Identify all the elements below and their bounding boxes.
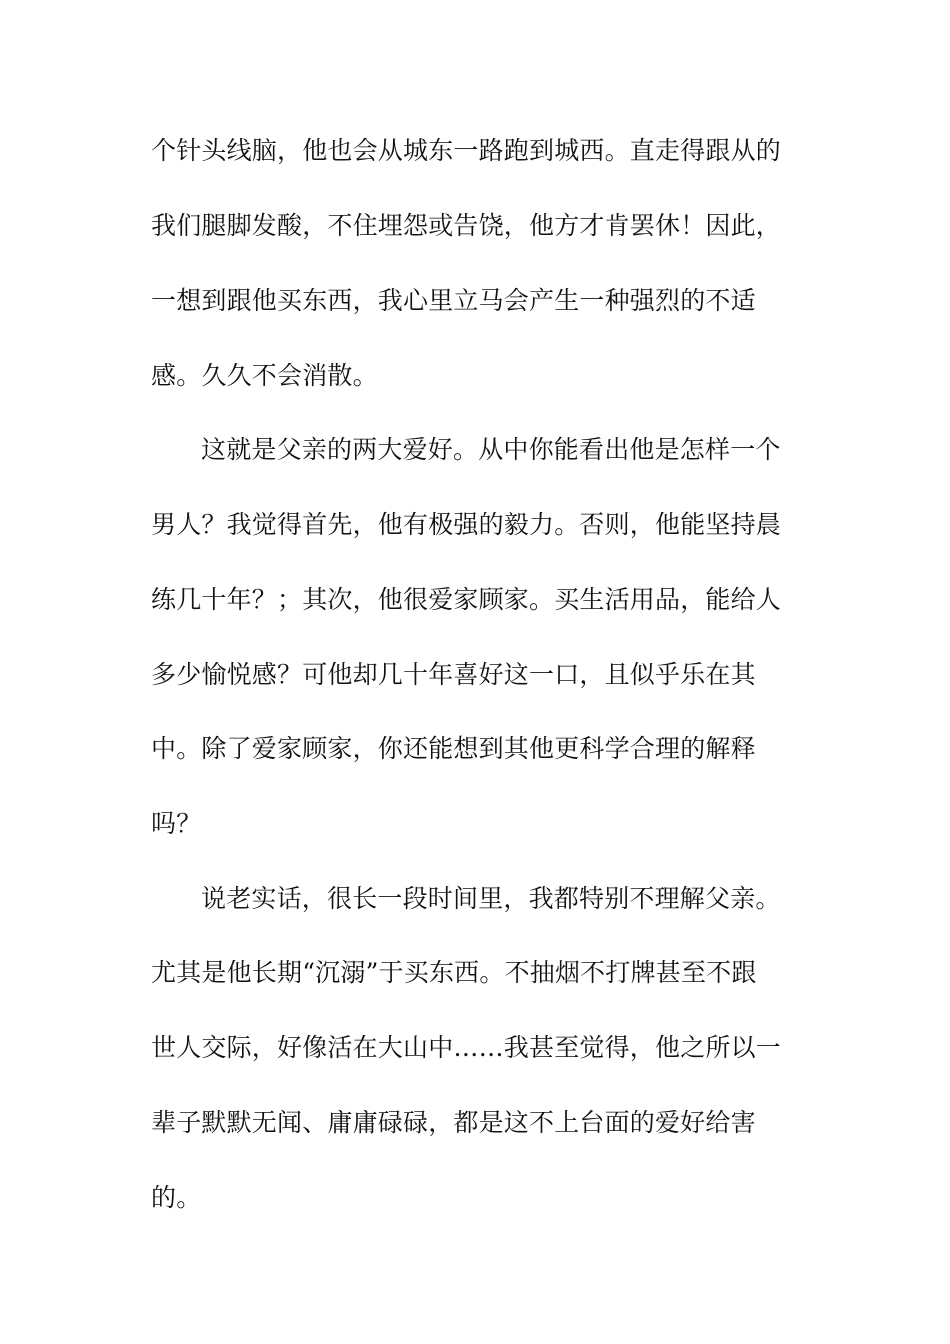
paragraph-line: 感。久久不会消散。 [151, 361, 378, 390]
paragraph-line: 说老实话，很长一段时间里，我都特别不理解父亲。 [201, 884, 781, 913]
paragraph-line: 多少愉悦感？可他却几十年喜好这一口，且似乎乐在其 [151, 660, 756, 689]
paragraph-line: 中。除了爱家顾家，你还能想到其他更科学合理的解释 [151, 734, 756, 763]
paragraph-line: 尤其是他长期“沉溺”于买东西。不抽烟不打牌甚至不跟 [151, 958, 757, 987]
paragraph-line: 吗？ [151, 809, 202, 838]
paragraph-line: 这就是父亲的两大爱好。从中你能看出他是怎样一个 [201, 435, 781, 464]
paragraph-line: 男人？我觉得首先，他有极强的毅力。否则，他能坚持晨 [151, 510, 782, 539]
paragraph-line: 的。 [151, 1183, 202, 1212]
paragraph-line: 世人交际，好像活在大山中……我甚至觉得，他之所以一 [151, 1033, 782, 1062]
paragraph-line: 个针头线脑，他也会从城东一路跑到城西。直走得跟从的 [151, 136, 782, 165]
paragraph-line: 辈子默默无闻、庸庸碌碌，都是这不上台面的爱好给害 [151, 1108, 756, 1137]
paragraph-line: 我们腿脚发酸，不住埋怨或告饶，他方才肯罢休！因此， [151, 211, 782, 240]
paragraph-line: 一想到跟他买东西，我心里立马会产生一种强烈的不适 [151, 286, 756, 315]
paragraph-line: 练几十年？；其次，他很爱家顾家。买生活用品，能给人 [151, 585, 782, 614]
